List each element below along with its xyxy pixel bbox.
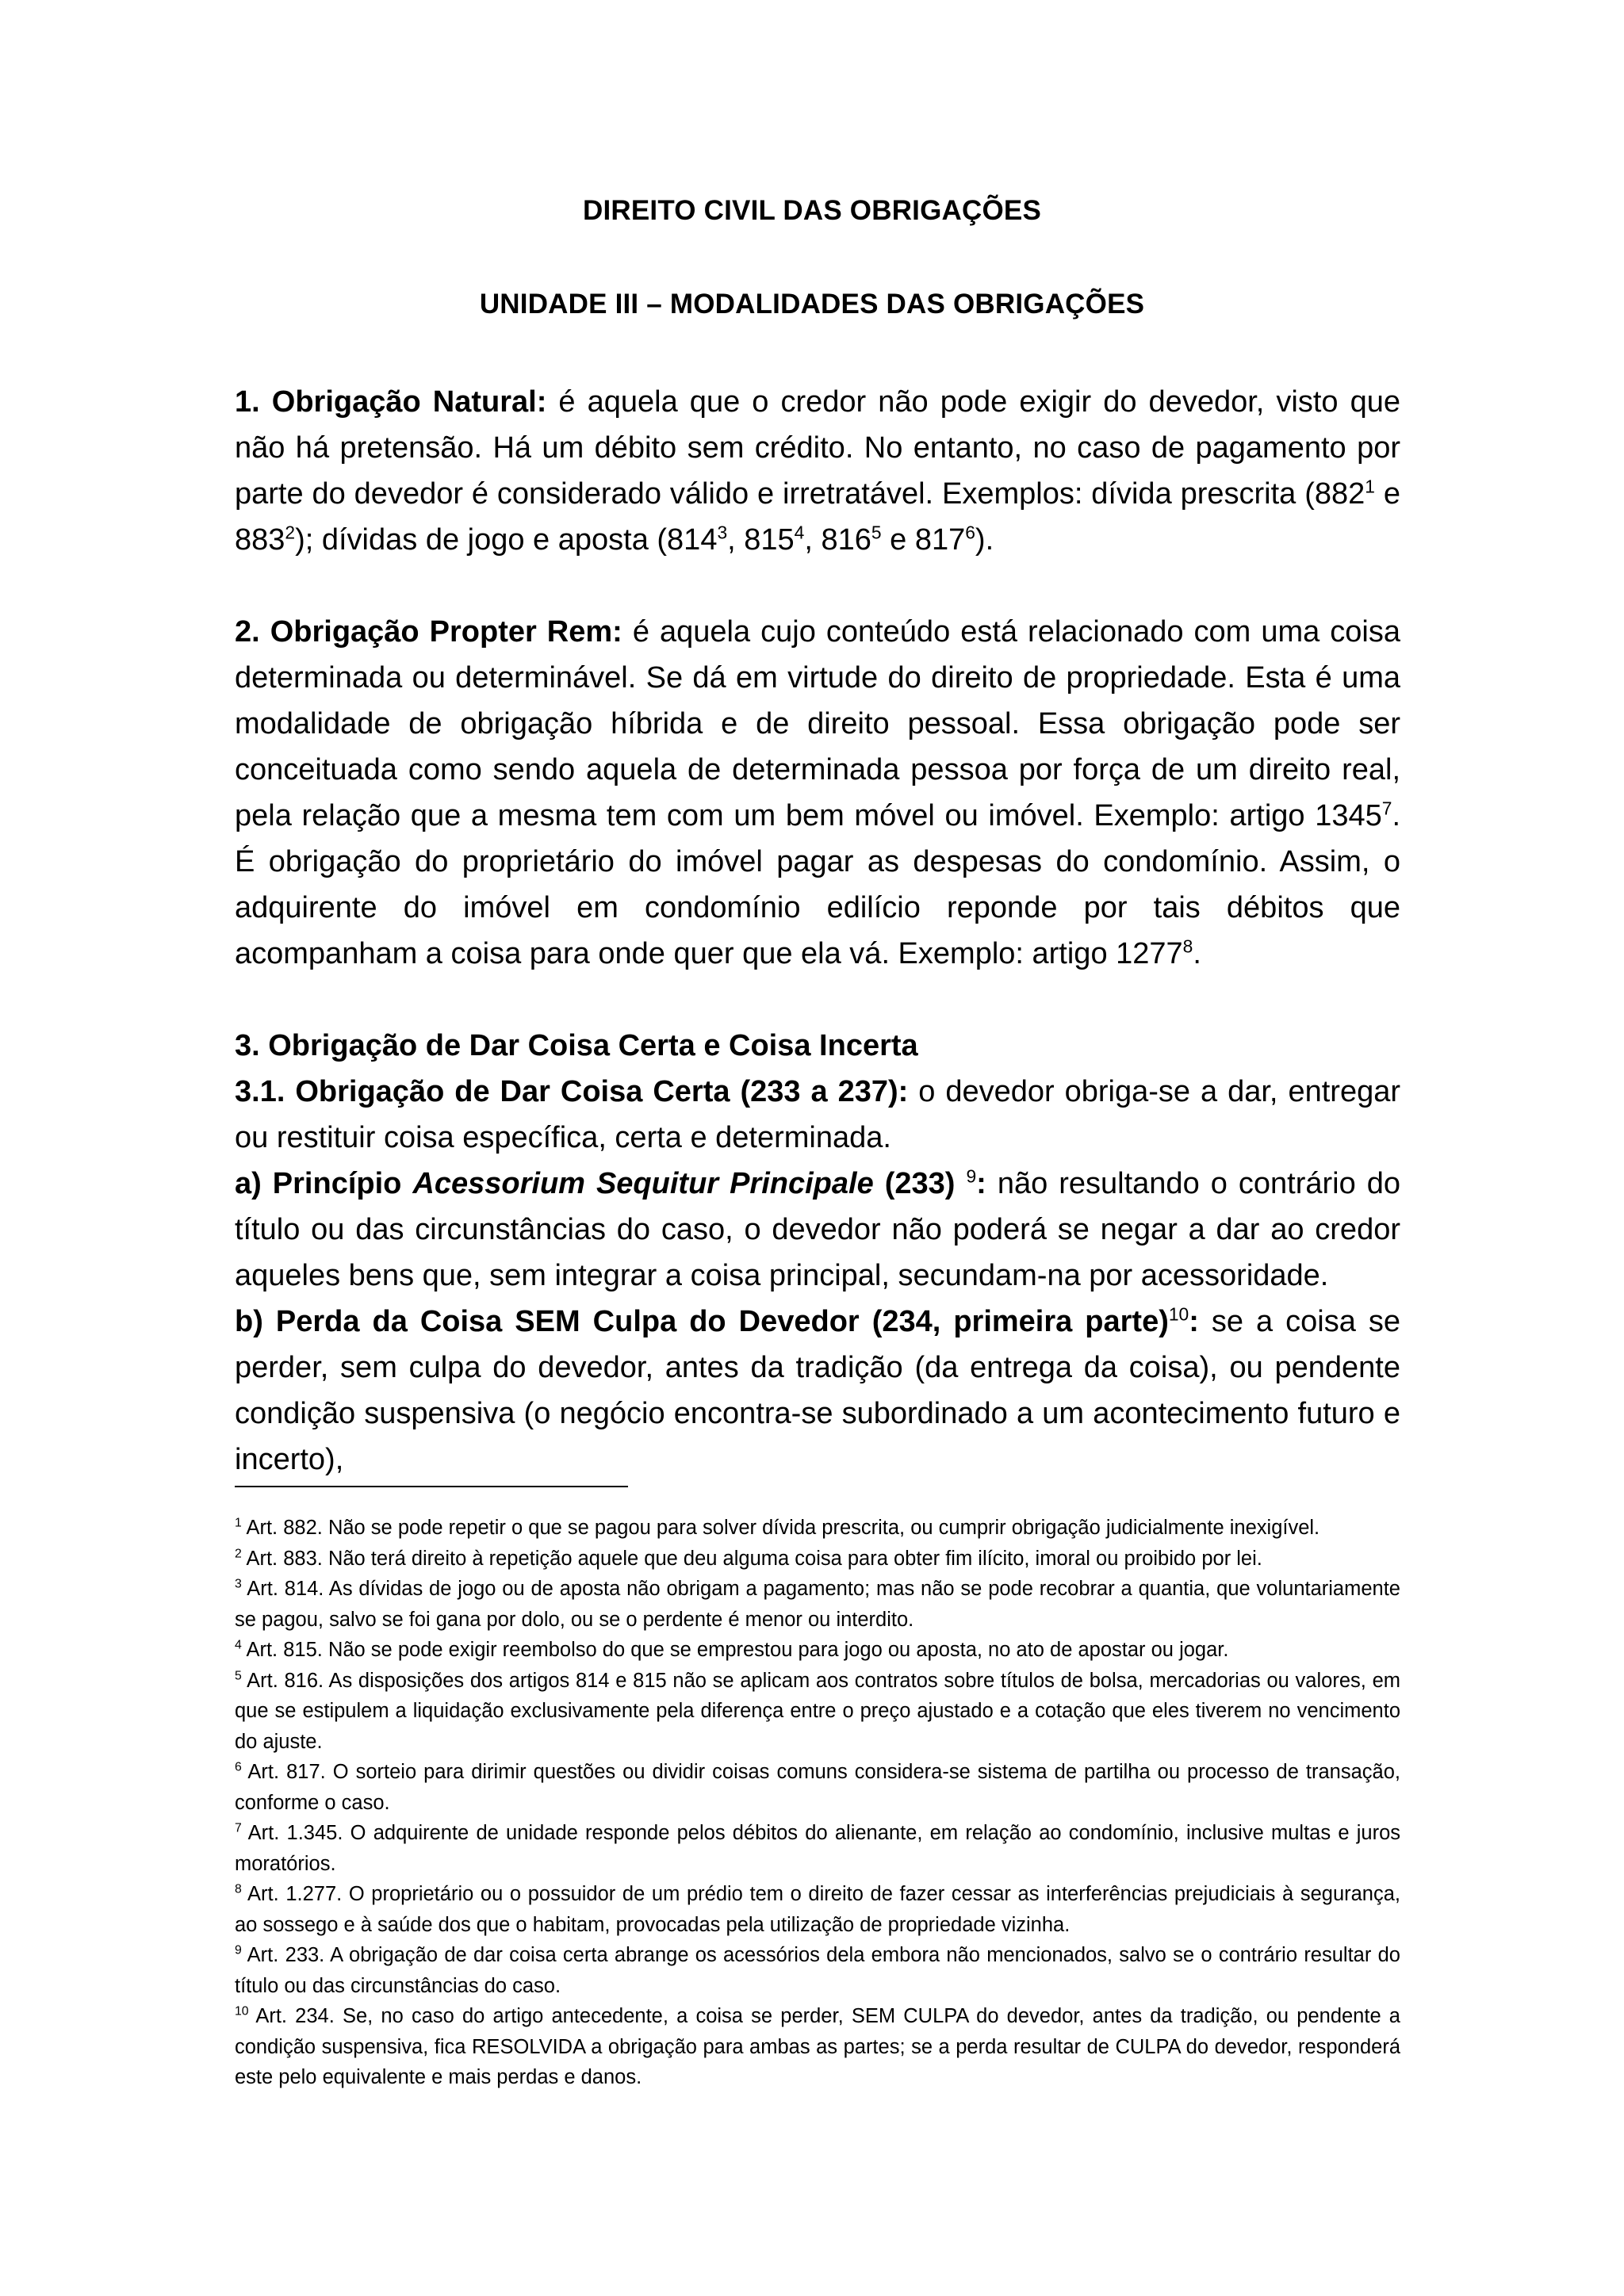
footnote-3	[235, 1574, 1400, 1635]
footnote-ref-6[interactable]: 6	[965, 522, 975, 543]
item-b-heading-text: b) Perda da Coisa SEM Culpa do Devedor (234, primeira parte)	[235, 1305, 1169, 1338]
footnote-text: Art. 233. A obrigação de dar coisa certa abrange os acessórios dela embora não mencionados, salvo se o contrário resultar do título ou das circunstâncias do caso.	[235, 1944, 1400, 1997]
section-3-heading: 3. Obrigação de Dar Coisa Certa e Coisa Incerta	[235, 1029, 918, 1062]
footnote-ref-7[interactable]: 7	[1381, 798, 1392, 819]
section-1-text: ).	[975, 523, 994, 557]
footnote-number: 3	[235, 1577, 242, 1591]
footnote-ref-2[interactable]: 2	[285, 522, 296, 543]
footnote-ref-1[interactable]: 1	[1365, 476, 1375, 497]
footnote-text: Art. 816. As disposições dos artigos 814 e 815 não se aplicam aos contratos sobre títulos de bolsa, mercadorias ou valores, em que se estipulem a liquidação exclusivamente pela diferença entre o preço ajustado e a cotação que eles tiverem no vencimento do ajuste.	[235, 1669, 1400, 1753]
footnote-number: 5	[235, 1669, 242, 1682]
footnotes	[235, 1513, 1400, 2093]
footnote-2	[235, 1544, 1400, 1575]
footnote-text: Art. 1.277. O proprietário ou o possuidor de um prédio tem o direito de fazer cessar as interferências prejudiciais à segurança, ao sossego e à saúde dos que o habitam, provocadas pela utilização de propriedade vizinha.	[235, 1883, 1400, 1936]
section-2-text: .	[1193, 937, 1201, 970]
section-1-text: , 816	[804, 523, 871, 557]
section-1-text: ); dívidas de jogo e aposta (814	[295, 523, 718, 557]
item-b-colon: :	[1189, 1305, 1199, 1338]
section-1-text: é aquela que o credor não pode exigir do devedor, visto que não há pretensão. Há um débito sem crédito. No entanto, no caso de pagamento por parte do devedor é considerado válido e irretratável. Exemplos: dívida prescrita (882	[235, 385, 1401, 511]
footnote-10	[235, 2001, 1400, 2093]
section-3-1-paragraph	[235, 1069, 1400, 1161]
item-a-colon: :	[976, 1167, 986, 1200]
footnote-text: Art. 234. Se, no caso do artigo antecedente, a coisa se perder, SEM CULPA do devedor, antes da tradição, ou pendente a condição suspensiva, fica RESOLVIDA a obrigação para ambas as partes; se a perda resultar de CULPA do devedor, responderá este pelo equivalente e mais perdas e danos.	[235, 2005, 1400, 2088]
footnote-number: 10	[235, 2004, 249, 2019]
footnote-ref-3[interactable]: 3	[717, 522, 728, 543]
footnote-number: 4	[235, 1638, 242, 1652]
item-b-heading	[235, 1305, 1199, 1338]
unit-title: UNIDADE III – MODALIDADES DAS OBRIGAÇÕES	[479, 289, 1145, 320]
main-text	[235, 379, 1400, 1483]
section-2-text: é aquela cujo conteúdo está relacionado com uma coisa determinada ou determinável. Se dá em virtude do direito de propriedade. Esta é uma modalidade de obrigação híbrida e de direito pessoal. Essa obrigação pode ser conceituada como sendo aquela de determinada pessoa por força de um direito real, pela relação que a mesma tem com um bem móvel ou imóvel. Exemplo: artigo 1345	[235, 615, 1400, 832]
footnote-number: 1	[235, 1516, 242, 1530]
section-3-heading-paragraph	[235, 1023, 1400, 1069]
footnote-number: 9	[235, 1943, 242, 1957]
footnote-6	[235, 1757, 1400, 1818]
footnote-9	[235, 1940, 1400, 2001]
footnote-number: 8	[235, 1882, 242, 1896]
item-a-latin-term: Acessorium Sequitur Principale	[412, 1167, 874, 1200]
footnote-number: 2	[235, 1547, 242, 1560]
item-a-heading-text: (233)	[873, 1167, 967, 1200]
footnote-ref-4[interactable]: 4	[794, 522, 805, 543]
section-1-text: , 815	[727, 523, 795, 557]
footnote-text: Art. 814. As dívidas de jogo ou de aposta não obrigam a pagamento; mas não se pode recobrar a quantia, que voluntariamente se pagou, salvo se foi gana por dolo, ou se o perdente é menor ou interdito.	[235, 1578, 1400, 1631]
section-1-text: e 883	[235, 477, 1400, 557]
footnote-1	[235, 1513, 1400, 1544]
footnote-text: Art. 883. Não terá direito à repetição aquele que deu alguma coisa para obter fim ilícito, imoral ou proibido por lei.	[241, 1547, 1262, 1570]
item-b-paragraph	[235, 1299, 1400, 1483]
footnote-8	[235, 1879, 1400, 1940]
footnote-7	[235, 1818, 1400, 1879]
footnote-separator	[235, 1486, 628, 1487]
section-3-1-heading: 3.1. Obrigação de Dar Coisa Certa (233 a 237):	[235, 1075, 909, 1108]
item-b-text: se a coisa se perder, sem culpa do devedor, antes da tradição (da entrega da coisa), ou pendente condição suspensiva (o negócio encontra-se subordinado a um acontecimento futuro e incerto),	[235, 1305, 1400, 1476]
footnote-text: Art. 1.345. O adquirente de unidade responde pelos débitos do alienante, em relação ao condomínio, inclusive multas e juros moratórios.	[235, 1822, 1400, 1875]
section-1-text: e 817	[881, 523, 966, 557]
footnote-text: Art. 817. O sorteio para dirimir questões ou dividir coisas comuns considera-se sistema de partilha ou processo de transação, conforme o caso.	[235, 1761, 1400, 1814]
footnote-text: Art. 815. Não se pode exigir reembolso do que se emprestou para jogo ou aposta, no ato de apostar ou jogar.	[241, 1639, 1229, 1661]
section-1-paragraph	[235, 379, 1400, 563]
section-2-text: . É obrigação do proprietário do imóvel pagar as despesas do condomínio. Assim, o adquirente do imóvel em condomínio edilício reponde por tais débitos que acompanham a coisa para onde quer que ela vá. Exemplo: artigo 1277	[235, 799, 1400, 970]
document-title: DIREITO CIVIL DAS OBRIGAÇÕES	[583, 195, 1041, 226]
item-a-text: não resultando o contrário do título ou das circunstâncias do caso, o devedor não poderá se negar a dar ao credor aqueles bens que, sem integrar a coisa principal, secundam-na por acessoridade.	[235, 1167, 1400, 1292]
item-a-heading	[235, 1167, 986, 1200]
section-2-heading: 2. Obrigação Propter Rem:	[235, 615, 622, 649]
footnote-ref-8[interactable]: 8	[1182, 936, 1193, 957]
footnote-4	[235, 1635, 1400, 1666]
footnote-text: Art. 882. Não se pode repetir o que se pagou para solver dívida prescrita, ou cumprir obrigação judicialmente inexigível.	[241, 1517, 1320, 1539]
item-a-heading-text: a) Princípio	[235, 1167, 413, 1200]
footnote-number: 6	[235, 1760, 242, 1774]
footnote-ref-9[interactable]: 9	[966, 1165, 977, 1187]
footnote-ref-5[interactable]: 5	[871, 522, 882, 543]
section-2-paragraph	[235, 609, 1400, 977]
footnote-number: 7	[235, 1821, 242, 1835]
section-3-1-text: o devedor obriga-se a dar, entregar ou restituir coisa específica, certa e determinada.	[235, 1075, 1400, 1154]
footnote-ref-10[interactable]: 10	[1168, 1303, 1189, 1325]
section-1-heading: 1. Obrigação Natural:	[235, 385, 547, 419]
item-a-paragraph	[235, 1161, 1400, 1299]
footnote-5	[235, 1666, 1400, 1758]
